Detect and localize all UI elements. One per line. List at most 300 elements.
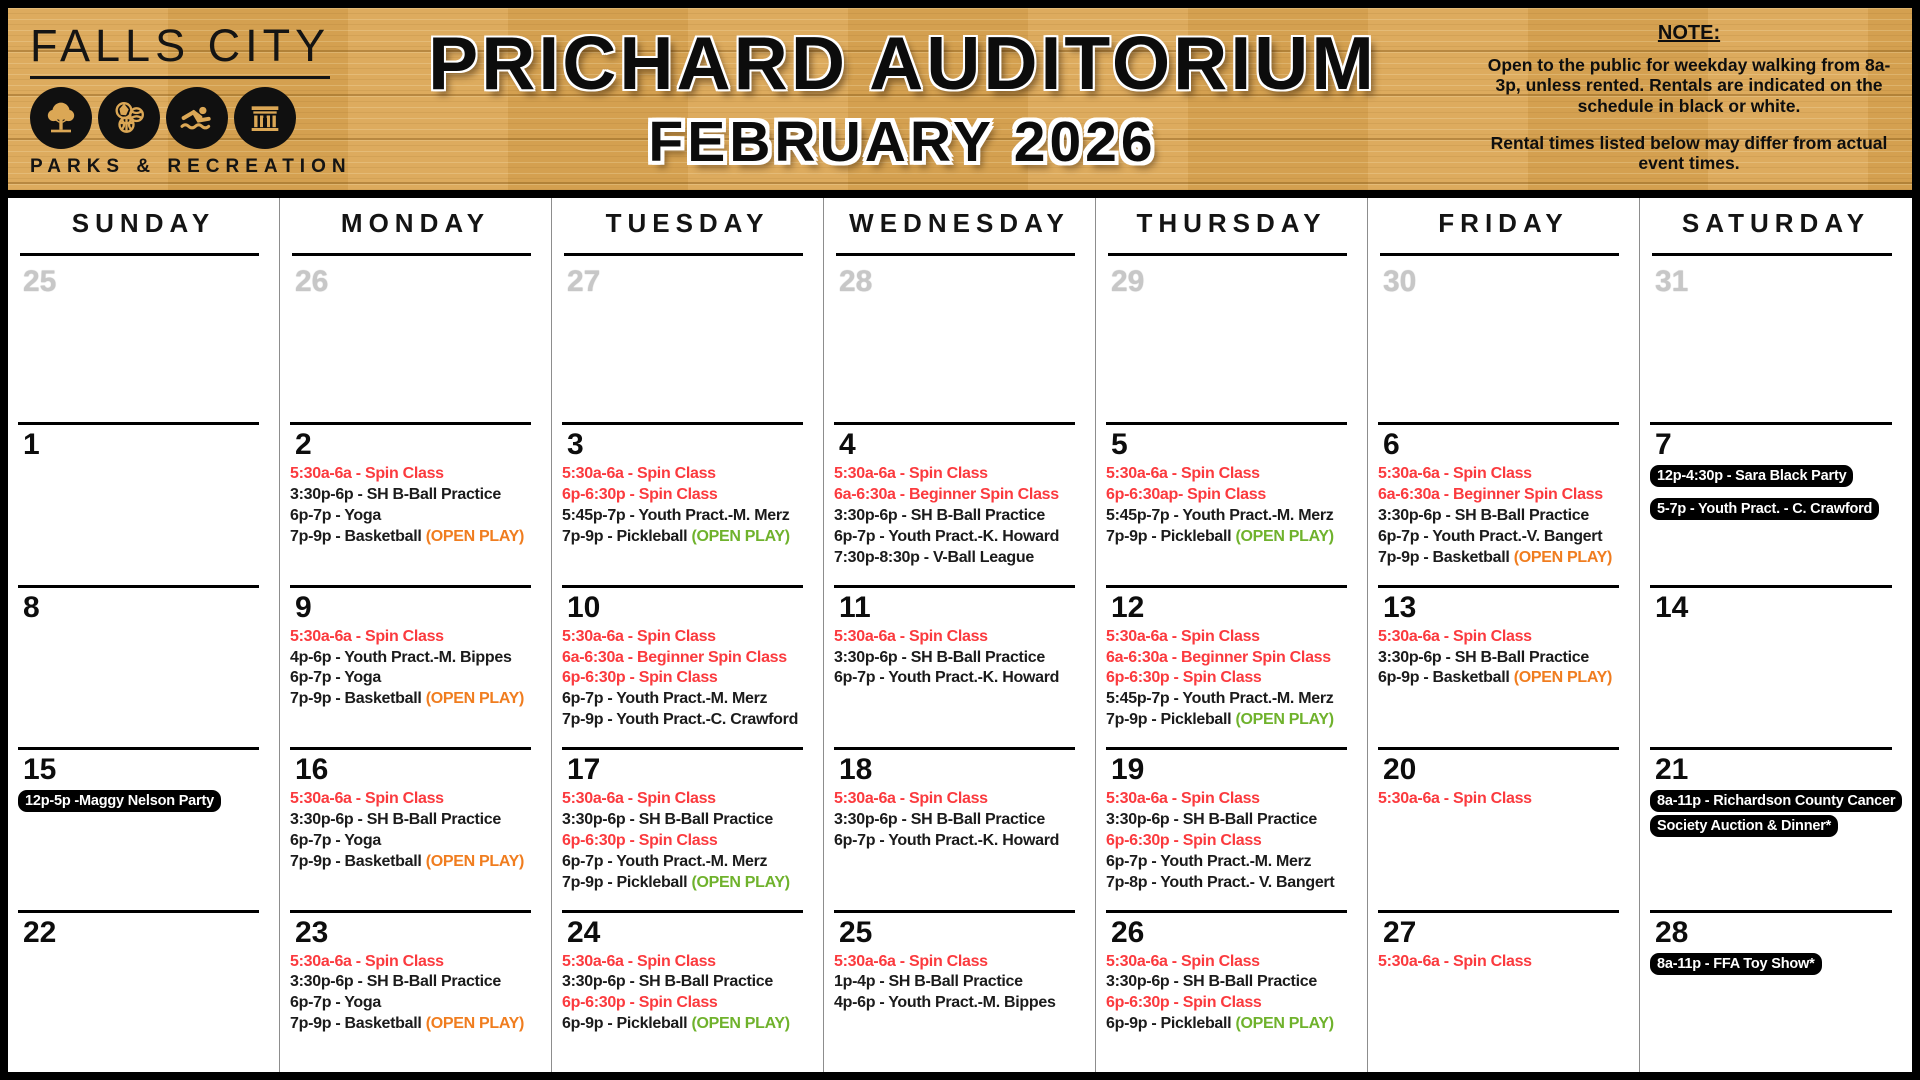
day-header-label: WEDNESDAY bbox=[849, 208, 1070, 238]
event-list bbox=[824, 952, 1095, 1013]
event-line bbox=[562, 993, 817, 1013]
date-number: 30 bbox=[1383, 265, 1417, 298]
event-line bbox=[1378, 485, 1633, 505]
note-text-2: Rental times listed below may differ from actual event times. bbox=[1490, 132, 1888, 174]
date-number: 18 bbox=[839, 753, 873, 787]
event-text: 7p-9p - Basketball bbox=[290, 1015, 426, 1033]
event-text: 4p-6p - Youth Pract.-M. Bippes bbox=[290, 648, 512, 666]
day-cell-28 bbox=[1640, 910, 1912, 1072]
event-text: 5:45p-7p - Youth Pract.-M. Merz bbox=[1106, 507, 1334, 525]
event-text: 5:30a-6a - Spin Class bbox=[1378, 790, 1532, 808]
day-cell-6 bbox=[1368, 422, 1640, 584]
note-heading: NOTE: bbox=[1657, 22, 1721, 44]
event-line bbox=[1650, 789, 1906, 839]
open-play-label: (OPEN PLAY) bbox=[691, 873, 790, 891]
event-line bbox=[562, 648, 817, 668]
event-text: 5:30a-6a - Spin Class bbox=[834, 627, 988, 645]
event-list bbox=[552, 627, 823, 730]
event-line bbox=[834, 464, 1089, 484]
event-line bbox=[1378, 506, 1633, 526]
event-text: 7p-9p - Pickleball bbox=[1106, 711, 1236, 729]
event-text: 5:30a-6a - Spin Class bbox=[1378, 627, 1532, 645]
day-cell-prev-30 bbox=[1368, 260, 1640, 422]
event-line bbox=[1106, 485, 1361, 505]
event-line bbox=[1106, 810, 1361, 830]
open-play-label: (OPEN PLAY) bbox=[425, 852, 525, 870]
day-cell-24 bbox=[552, 910, 824, 1072]
event-line bbox=[290, 810, 545, 830]
date-number: 27 bbox=[1383, 915, 1417, 949]
event-text: 5:30a-6a - Spin Class bbox=[1106, 465, 1260, 483]
event-line bbox=[562, 852, 817, 872]
date-number: 23 bbox=[295, 915, 329, 949]
day-cell-17 bbox=[552, 747, 824, 909]
date-number: 25 bbox=[23, 265, 57, 298]
event-line bbox=[1106, 993, 1361, 1013]
event-text: 6a-6:30a - Beginner Spin Class bbox=[1106, 648, 1331, 666]
date-number: 8 bbox=[23, 590, 40, 624]
event-line bbox=[562, 689, 817, 709]
event-list bbox=[824, 627, 1095, 688]
event-text: 5:30a-6a - Spin Class bbox=[290, 465, 444, 483]
date-number: 19 bbox=[1111, 753, 1145, 787]
event-text: 5:30a-6a - Spin Class bbox=[562, 627, 716, 645]
event-text: 6p-7p - Yoga bbox=[290, 831, 381, 849]
event-text: 7p-8p - Youth Pract.- V. Bangert bbox=[1106, 873, 1335, 891]
event-rental-badge: 12p-5p -Maggy Nelson Party bbox=[18, 790, 221, 812]
event-line bbox=[1650, 464, 1906, 489]
day-cell-8 bbox=[8, 585, 280, 747]
date-number: 11 bbox=[839, 590, 871, 624]
event-line bbox=[290, 485, 545, 505]
open-play-label: (OPEN PLAY) bbox=[691, 1015, 790, 1033]
date-number: 31 bbox=[1655, 265, 1689, 298]
date-number: 24 bbox=[567, 915, 601, 949]
event-text: 6p-6:30p - Spin Class bbox=[1106, 994, 1262, 1012]
event-line bbox=[834, 972, 1089, 992]
day-cell-prev-29 bbox=[1096, 260, 1368, 422]
event-list bbox=[552, 464, 823, 546]
event-line bbox=[1106, 506, 1361, 526]
event-line bbox=[290, 831, 545, 851]
event-line bbox=[1106, 464, 1361, 484]
day-cell-11 bbox=[824, 585, 1096, 747]
event-text: 6p-7p - Youth Pract.-M. Merz bbox=[562, 852, 768, 870]
day-cell-7 bbox=[1640, 422, 1912, 584]
event-line bbox=[290, 527, 545, 547]
date-number: 13 bbox=[1383, 590, 1417, 624]
event-line bbox=[562, 668, 817, 688]
day-cell-26 bbox=[1096, 910, 1368, 1072]
event-text: 4p-6p - Youth Pract.-M. Bippes bbox=[834, 994, 1056, 1012]
day-header-label: THURSDAY bbox=[1136, 208, 1327, 238]
event-list bbox=[1368, 464, 1639, 567]
event-text: 3:30p-6p - SH B-Ball Practice bbox=[290, 486, 501, 504]
open-play-label: (OPEN PLAY) bbox=[425, 527, 525, 545]
day-header-sunday bbox=[8, 198, 280, 260]
event-list bbox=[824, 464, 1095, 567]
event-text: 6p-7p - Youth Pract.-K. Howard bbox=[834, 527, 1060, 545]
event-list bbox=[1096, 627, 1367, 730]
event-text: 7p-9p - Pickleball bbox=[562, 873, 692, 891]
date-number: 14 bbox=[1655, 590, 1689, 624]
event-line bbox=[834, 831, 1089, 851]
event-text: 7p-9p - Basketball bbox=[290, 527, 426, 545]
day-cell-21 bbox=[1640, 747, 1912, 909]
event-line bbox=[290, 464, 545, 484]
event-text: 3:30p-6p - SH B-Ball Practice bbox=[1106, 973, 1317, 991]
event-text: 6p-9p - Pickleball bbox=[1106, 1015, 1236, 1033]
event-line bbox=[562, 506, 817, 526]
day-header-label: TUESDAY bbox=[605, 208, 770, 238]
date-number: 4 bbox=[839, 428, 856, 462]
calendar-body bbox=[8, 198, 1912, 1072]
event-text: 7:30p-8:30p - V-Ball League bbox=[834, 548, 1034, 566]
event-text: 7p-9p - Pickleball bbox=[562, 527, 692, 545]
day-header-friday bbox=[1368, 198, 1640, 260]
logo-city-name: FALLS CITY bbox=[30, 20, 330, 79]
open-play-label: (OPEN PLAY) bbox=[1513, 669, 1613, 687]
day-header-monday bbox=[280, 198, 552, 260]
event-line bbox=[1650, 952, 1906, 977]
event-text: 5:30a-6a - Spin Class bbox=[290, 627, 444, 645]
event-text: 6p-6:30p - Spin Class bbox=[1106, 831, 1262, 849]
event-line bbox=[290, 1014, 545, 1034]
date-number: 1 bbox=[23, 428, 40, 462]
date-number: 29 bbox=[1111, 265, 1145, 298]
date-number: 6 bbox=[1383, 428, 1400, 462]
event-text: 5:30a-6a - Spin Class bbox=[562, 790, 716, 808]
event-line bbox=[1106, 668, 1361, 688]
day-cell-27 bbox=[1368, 910, 1640, 1072]
event-line bbox=[1378, 627, 1633, 647]
event-list bbox=[1096, 464, 1367, 546]
day-cell-2 bbox=[280, 422, 552, 584]
day-header-label: SATURDAY bbox=[1681, 208, 1871, 238]
event-text: 6a-6:30a - Beginner Spin Class bbox=[1378, 486, 1603, 504]
day-cell-16 bbox=[280, 747, 552, 909]
date-number: 12 bbox=[1111, 590, 1145, 624]
event-list bbox=[1368, 789, 1639, 809]
day-cell-12 bbox=[1096, 585, 1368, 747]
note-box bbox=[1484, 22, 1894, 174]
event-text: 1p-4p - SH B-Ball Practice bbox=[834, 973, 1023, 991]
title-block bbox=[343, 20, 1462, 175]
day-cell-18 bbox=[824, 747, 1096, 909]
event-line bbox=[562, 627, 817, 647]
day-cell-10 bbox=[552, 585, 824, 747]
parks-and-recreation-logo bbox=[30, 20, 352, 178]
event-text: 5:30a-6a - Spin Class bbox=[834, 790, 988, 808]
event-line bbox=[834, 506, 1089, 526]
event-line bbox=[562, 810, 817, 830]
event-line bbox=[1106, 972, 1361, 992]
event-list bbox=[1096, 952, 1367, 1034]
day-cell-prev-26 bbox=[280, 260, 552, 422]
event-list bbox=[824, 789, 1095, 850]
event-text: 3:30p-6p - SH B-Ball Practice bbox=[834, 648, 1045, 666]
event-line bbox=[290, 952, 545, 972]
event-line bbox=[1378, 548, 1633, 568]
day-header-wednesday bbox=[824, 198, 1096, 260]
event-rental-badge: 8a-11p - Richardson County Cancer Society Auction & Dinner* bbox=[1650, 790, 1902, 837]
date-number: 26 bbox=[295, 265, 329, 298]
day-cell-22 bbox=[8, 910, 280, 1072]
event-line bbox=[834, 527, 1089, 547]
date-number: 3 bbox=[567, 428, 584, 462]
event-line bbox=[562, 485, 817, 505]
event-line bbox=[1106, 627, 1361, 647]
date-number: 26 bbox=[1111, 915, 1145, 949]
event-line bbox=[834, 627, 1089, 647]
event-line bbox=[1106, 527, 1361, 547]
event-line bbox=[1106, 789, 1361, 809]
event-text: 6p-6:30p - Spin Class bbox=[562, 994, 718, 1012]
event-text: 5:30a-6a - Spin Class bbox=[1378, 465, 1532, 483]
calendar-grid bbox=[8, 198, 1912, 1072]
event-rental-badge: 12p-4:30p - Sara Black Party bbox=[1650, 465, 1853, 487]
event-text: 6a-6:30a - Beginner Spin Class bbox=[834, 486, 1059, 504]
event-line bbox=[1106, 648, 1361, 668]
event-text: 7p-9p - Pickleball bbox=[1106, 527, 1236, 545]
event-line bbox=[290, 689, 545, 709]
event-line bbox=[290, 972, 545, 992]
event-line bbox=[1378, 952, 1633, 972]
event-text: 3:30p-6p - SH B-Ball Practice bbox=[562, 973, 773, 991]
event-line bbox=[1106, 710, 1361, 730]
date-number: 9 bbox=[295, 590, 312, 624]
event-text: 5:30a-6a - Spin Class bbox=[1106, 627, 1260, 645]
event-list bbox=[1640, 789, 1912, 839]
day-header-label: FRIDAY bbox=[1438, 208, 1569, 238]
event-text: 5:30a-6a - Spin Class bbox=[562, 465, 716, 483]
open-play-label: (OPEN PLAY) bbox=[425, 1015, 525, 1033]
event-line bbox=[834, 952, 1089, 972]
event-line bbox=[834, 485, 1089, 505]
day-cell-20 bbox=[1368, 747, 1640, 909]
event-text: 6p-6:30p - Spin Class bbox=[562, 669, 718, 687]
date-number: 17 bbox=[567, 753, 601, 787]
event-text: 5:45p-7p - Youth Pract.-M. Merz bbox=[562, 507, 790, 525]
event-text: 6p-6:30ap- Spin Class bbox=[1106, 486, 1266, 504]
event-list bbox=[1368, 952, 1639, 972]
event-text: 7p-9p - Basketball bbox=[1378, 548, 1514, 566]
day-cell-15 bbox=[8, 747, 280, 909]
date-number: 25 bbox=[839, 915, 873, 949]
event-line bbox=[1378, 668, 1633, 688]
event-list bbox=[8, 789, 279, 814]
open-play-label: (OPEN PLAY) bbox=[1235, 527, 1334, 545]
event-list bbox=[280, 627, 551, 709]
event-text: 5:30a-6a - Spin Class bbox=[562, 952, 716, 970]
event-text: 6p-9p - Basketball bbox=[1378, 669, 1514, 687]
swimmer-icon bbox=[166, 87, 228, 149]
date-number: 20 bbox=[1383, 753, 1417, 787]
event-text: 5:45p-7p - Youth Pract.-M. Merz bbox=[1106, 690, 1334, 708]
event-line bbox=[1106, 873, 1361, 893]
day-cell-prev-28 bbox=[824, 260, 1096, 422]
date-number: 10 bbox=[567, 590, 601, 624]
event-line bbox=[834, 668, 1089, 688]
event-line bbox=[562, 952, 817, 972]
tree-icon bbox=[30, 87, 92, 149]
event-line bbox=[562, 873, 817, 893]
date-number: 21 bbox=[1655, 753, 1689, 787]
date-number: 7 bbox=[1655, 428, 1672, 462]
event-list bbox=[552, 789, 823, 892]
date-number: 5 bbox=[1111, 428, 1128, 462]
event-line bbox=[1378, 464, 1633, 484]
event-line bbox=[834, 548, 1089, 568]
event-text: 3:30p-6p - SH B-Ball Practice bbox=[1378, 648, 1589, 666]
day-cell-prev-25 bbox=[8, 260, 280, 422]
sports-balls-icon bbox=[98, 87, 160, 149]
event-line bbox=[1106, 952, 1361, 972]
day-header-label: SUNDAY bbox=[71, 208, 216, 238]
event-line bbox=[562, 831, 817, 851]
date-number: 28 bbox=[1655, 915, 1689, 949]
event-line bbox=[1650, 497, 1906, 522]
event-line bbox=[562, 1014, 817, 1034]
day-cell-9 bbox=[280, 585, 552, 747]
event-line bbox=[290, 789, 545, 809]
event-text: 3:30p-6p - SH B-Ball Practice bbox=[834, 507, 1045, 525]
event-line bbox=[290, 852, 545, 872]
event-line bbox=[834, 993, 1089, 1013]
open-play-label: (OPEN PLAY) bbox=[425, 690, 525, 708]
event-text: 6p-7p - Yoga bbox=[290, 507, 381, 525]
event-line bbox=[1106, 852, 1361, 872]
event-text: 3:30p-6p - SH B-Ball Practice bbox=[1378, 507, 1589, 525]
event-line bbox=[562, 972, 817, 992]
event-text: 6p-7p - Youth Pract.-K. Howard bbox=[834, 669, 1060, 687]
event-text: 3:30p-6p - SH B-Ball Practice bbox=[290, 973, 501, 991]
event-text: 3:30p-6p - SH B-Ball Practice bbox=[562, 811, 773, 829]
day-cell-23 bbox=[280, 910, 552, 1072]
event-text: 6p-7p - Yoga bbox=[290, 994, 381, 1012]
day-header-label: MONDAY bbox=[340, 208, 491, 238]
event-line bbox=[834, 810, 1089, 830]
day-cell-4 bbox=[824, 422, 1096, 584]
venue-title: PRICHARD AUDITORIUM bbox=[428, 21, 1377, 105]
event-text: 7p-9p - Basketball bbox=[290, 690, 426, 708]
date-number: 22 bbox=[23, 915, 57, 949]
event-line bbox=[290, 993, 545, 1013]
event-text: 6p-6:30p - Spin Class bbox=[1106, 669, 1262, 687]
event-line bbox=[562, 527, 817, 547]
event-list bbox=[552, 952, 823, 1034]
header-banner bbox=[8, 8, 1912, 190]
event-text: 5:30a-6a - Spin Class bbox=[290, 790, 444, 808]
day-header-thursday bbox=[1096, 198, 1368, 260]
day-cell-19 bbox=[1096, 747, 1368, 909]
day-cell-5 bbox=[1096, 422, 1368, 584]
event-text: 5:30a-6a - Spin Class bbox=[834, 952, 988, 970]
event-line bbox=[1378, 527, 1633, 547]
open-play-label: (OPEN PLAY) bbox=[1235, 711, 1334, 729]
event-text: 3:30p-6p - SH B-Ball Practice bbox=[290, 811, 501, 829]
event-list bbox=[1368, 627, 1639, 688]
date-number: 27 bbox=[567, 265, 601, 298]
open-play-label: (OPEN PLAY) bbox=[691, 527, 790, 545]
event-text: 6a-6:30a - Beginner Spin Class bbox=[562, 648, 787, 666]
event-text: 5:30a-6a - Spin Class bbox=[1378, 952, 1532, 970]
event-line bbox=[562, 789, 817, 809]
event-text: 6p-6:30p - Spin Class bbox=[562, 831, 718, 849]
event-line bbox=[562, 710, 817, 730]
event-list bbox=[1640, 464, 1912, 522]
event-text: 6p-7p - Youth Pract.-M. Merz bbox=[562, 690, 768, 708]
event-rental-badge: 5-7p - Youth Pract. - C. Crawford bbox=[1650, 498, 1879, 520]
event-text: 6p-9p - Pickleball bbox=[562, 1015, 692, 1033]
logo-icon-row bbox=[30, 87, 330, 149]
event-line bbox=[290, 668, 545, 688]
event-text: 5:30a-6a - Spin Class bbox=[1106, 790, 1260, 808]
logo-department-name: PARKS & RECREATION bbox=[30, 156, 352, 177]
event-rental-badge: 8a-11p - FFA Toy Show* bbox=[1650, 953, 1822, 975]
event-text: 5:30a-6a - Spin Class bbox=[1106, 952, 1260, 970]
event-line bbox=[1106, 1014, 1361, 1034]
event-text: 5:30a-6a - Spin Class bbox=[834, 465, 988, 483]
event-text: 7p-9p - Basketball bbox=[290, 852, 426, 870]
event-text: 6p-6:30p - Spin Class bbox=[562, 486, 718, 504]
day-cell-14 bbox=[1640, 585, 1912, 747]
month-title: FEBRUARY 2026 bbox=[648, 110, 1157, 174]
date-number: 16 bbox=[295, 753, 329, 787]
date-number: 2 bbox=[295, 428, 312, 462]
event-list bbox=[1640, 952, 1912, 977]
event-text: 7p-9p - Youth Pract.-C. Crawford bbox=[562, 711, 799, 729]
event-line bbox=[1378, 648, 1633, 668]
day-cell-prev-27 bbox=[552, 260, 824, 422]
day-cell-13 bbox=[1368, 585, 1640, 747]
day-cell-prev-31 bbox=[1640, 260, 1912, 422]
day-header-saturday bbox=[1640, 198, 1912, 260]
date-number: 28 bbox=[839, 265, 873, 298]
event-text: 6p-7p - Yoga bbox=[290, 669, 381, 687]
date-number: 15 bbox=[23, 753, 57, 787]
event-line bbox=[834, 789, 1089, 809]
event-text: 6p-7p - Youth Pract.-K. Howard bbox=[834, 831, 1060, 849]
day-cell-25 bbox=[824, 910, 1096, 1072]
note-text-1: Open to the public for weekday walking from 8a-3p, unless rented. Rentals are indicated on the schedule in black or white. bbox=[1487, 54, 1891, 116]
day-cell-3 bbox=[552, 422, 824, 584]
day-cell-1 bbox=[8, 422, 280, 584]
event-line bbox=[290, 627, 545, 647]
event-list bbox=[280, 952, 551, 1034]
event-line bbox=[1106, 689, 1361, 709]
event-text: 5:30a-6a - Spin Class bbox=[290, 952, 444, 970]
open-play-label: (OPEN PLAY) bbox=[1235, 1015, 1334, 1033]
event-list bbox=[280, 789, 551, 871]
event-list bbox=[280, 464, 551, 546]
event-line bbox=[18, 789, 273, 814]
event-line bbox=[834, 648, 1089, 668]
event-text: 6p-7p - Youth Pract.-M. Merz bbox=[1106, 852, 1312, 870]
event-line bbox=[1378, 789, 1633, 809]
event-text: 6p-7p - Youth Pract.-V. Bangert bbox=[1378, 527, 1603, 545]
event-text: 3:30p-6p - SH B-Ball Practice bbox=[1106, 811, 1317, 829]
event-text: 3:30p-6p - SH B-Ball Practice bbox=[834, 811, 1045, 829]
event-line bbox=[562, 464, 817, 484]
event-list bbox=[1096, 789, 1367, 892]
day-header-tuesday bbox=[552, 198, 824, 260]
open-play-label: (OPEN PLAY) bbox=[1513, 548, 1613, 566]
auditorium-building-icon bbox=[234, 87, 296, 149]
event-line bbox=[290, 648, 545, 668]
event-line bbox=[1106, 831, 1361, 851]
event-line bbox=[290, 506, 545, 526]
